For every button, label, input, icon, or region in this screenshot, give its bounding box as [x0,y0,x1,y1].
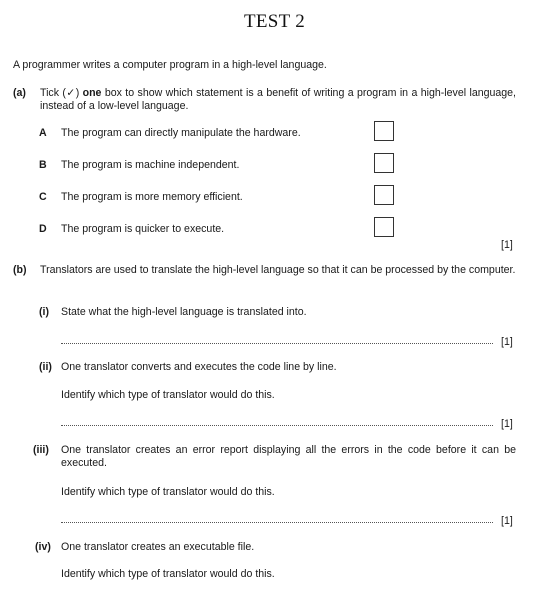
option-a-letter: A [39,127,47,139]
part-b-iii-prompt: Identify which type of translator would do this. [61,486,275,498]
part-b-iv-prompt: Identify which type of translator would do this. [61,568,275,580]
part-b-i-marks: [1] [501,336,513,348]
part-b-ii-marks: [1] [501,418,513,430]
answer-line-iii[interactable] [61,522,493,523]
part-a-label: (a) [13,87,26,99]
option-a-checkbox[interactable] [374,121,394,141]
part-b-ii-label: (ii) [39,361,52,373]
part-b-iii-text: One translator creates an error report displaying all the errors in the code before it can be executed. [61,444,516,469]
part-b-text: Translators are used to translate the high-level language so that it can be processed by the computer. [40,264,516,276]
part-b-ii-prompt: Identify which type of translator would do this. [61,389,275,401]
part-b-iv-label: (iv) [35,541,51,553]
option-a-text: The program can directly manipulate the hardware. [61,127,301,139]
part-b-ii-text: One translator converts and executes the code line by line. [61,361,337,373]
part-a-text-after: box to show which statement is a benefit of writing a program in a high-level language, instead of a low-level language. [40,87,517,112]
option-c-checkbox[interactable] [374,185,394,205]
part-b-i-text: State what the high-level language is translated into. [61,306,307,318]
part-a-text-before: Tick (✓) [40,87,83,99]
part-b-i-label: (i) [39,306,49,318]
part-a-question [40,87,516,112]
option-b-text: The program is machine independent. [61,159,240,171]
option-c-text: The program is more memory efficient. [61,191,243,203]
part-a-text-bold: one [82,87,102,99]
part-b-iii-label: (iii) [33,444,49,456]
option-d-checkbox[interactable] [374,217,394,237]
part-b-iii-marks: [1] [501,515,513,527]
option-d-letter: D [39,223,47,235]
part-b-iv-text: One translator creates an executable file. [61,541,255,553]
answer-line-ii[interactable] [61,425,493,426]
option-c-letter: C [39,191,47,203]
page-title: TEST 2 [243,11,306,32]
answer-line-i[interactable] [61,343,493,344]
option-b-checkbox[interactable] [374,153,394,173]
option-d-text: The program is quicker to execute. [61,223,225,235]
part-b-label: (b) [13,264,27,276]
question-intro: A programmer writes a computer program in a high-level language. [13,59,327,71]
part-a-marks: [1] [501,239,513,251]
option-b-letter: B [39,159,47,171]
